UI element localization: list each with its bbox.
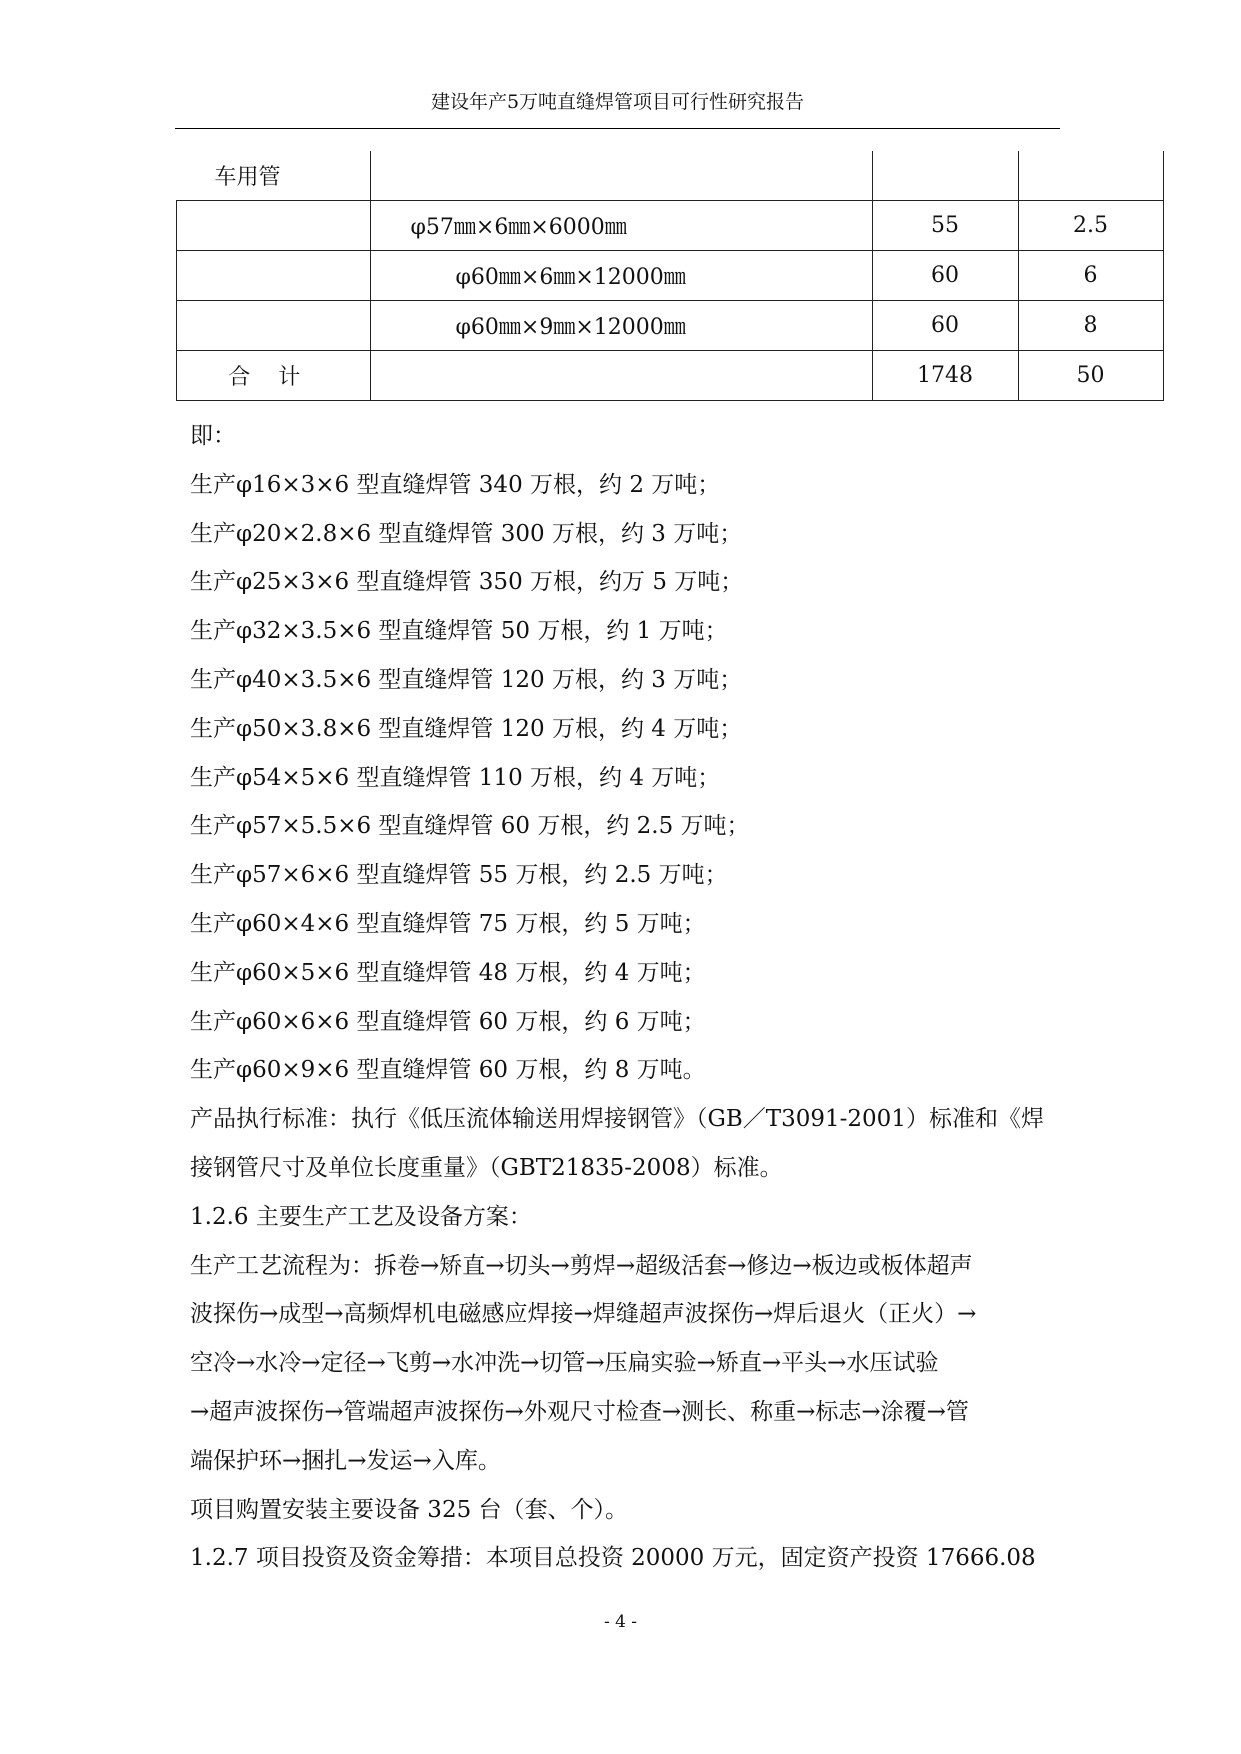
table-row [177, 251, 1164, 301]
text-line: 端保护环→捆扎→发运→入库。 [190, 1447, 501, 1474]
text-line: 生产φ16×3×6 型直缝焊管 340 万根，约 2 万吨； [190, 471, 721, 498]
table-cell [370, 351, 872, 401]
text-line: 项目购置安装主要设备 325 台（套、个）。 [190, 1496, 629, 1523]
table-cell: 50 [1018, 351, 1163, 401]
text-line: 生产φ60×4×6 型直缝焊管 75 万根，约 5 万吨； [190, 910, 706, 937]
table-cell: φ60㎜×6㎜×12000㎜ [370, 251, 872, 301]
section-heading: 1.2.6 主要生产工艺及设备方案： [190, 1203, 532, 1230]
table-cell [872, 151, 1018, 201]
text-line: 生产φ54×5×6 型直缝焊管 110 万根，约 4 万吨； [190, 764, 721, 791]
text-line: 生产φ40×3.5×6 型直缝焊管 120 万根，约 3 万吨； [190, 666, 743, 693]
table-cell [370, 151, 872, 201]
table-cell: φ57㎜×6㎜×6000㎜ [370, 201, 872, 251]
text-line: →超声波探伤→管端超声波探伤→外观尺寸检查→测长、称重→标志→涂覆→管 [190, 1398, 969, 1425]
text-line: 生产工艺流程为：拆卷→矫直→切头→剪焊→超级活套→修边→板边或板体超声 [190, 1252, 973, 1279]
text-line: 接钢管尺寸及单位长度重量》（GBT21835-2008）标准。 [190, 1154, 783, 1181]
text-line: 产品执行标准：执行《低压流体输送用焊接钢管》（GB／T3091-2001）标准和《焊 [190, 1106, 1044, 1133]
table-cell: φ60㎜×9㎜×12000㎜ [370, 301, 872, 351]
table-cell: 60 [872, 301, 1018, 351]
table-row [177, 151, 1164, 201]
text-line: 生产φ60×5×6 型直缝焊管 48 万根，约 4 万吨； [190, 959, 706, 986]
text-line: 生产φ50×3.8×6 型直缝焊管 120 万根，约 4 万吨； [190, 715, 743, 742]
table-cell: 8 [1018, 301, 1163, 351]
table-cell [177, 201, 371, 251]
table-cell [177, 301, 371, 351]
text-line: 生产φ57×5.5×6 型直缝焊管 60 万根，约 2.5 万吨； [190, 813, 750, 840]
table-cell: 2.5 [1018, 201, 1163, 251]
text-line: 生产φ20×2.8×6 型直缝焊管 300 万根，约 3 万吨； [190, 520, 743, 547]
page-header [175, 88, 1060, 129]
text-line: 生产φ57×6×6 型直缝焊管 55 万根，约 2.5 万吨； [190, 862, 728, 889]
table-cell: 6 [1018, 251, 1163, 301]
table-row [177, 351, 1164, 401]
table-row [177, 301, 1164, 351]
text-line: 生产φ25×3×6 型直缝焊管 350 万根，约万 5 万吨； [190, 569, 744, 596]
table-cell: 合计 [177, 351, 371, 401]
page-number: - 4 - [603, 1612, 638, 1632]
table-cell: 1748 [872, 351, 1018, 401]
table-cell: 60 [872, 251, 1018, 301]
text-line: 波探伤→成型→高频焊机电磁感应焊接→焊缝超声波探伤→焊后退火（正火）→ [190, 1301, 977, 1328]
section-heading: 1.2.7 项目投资及资金筹措：本项目总投资 20000 万元，固定资产投资 17666.08 [190, 1545, 1036, 1572]
table-cell [1018, 151, 1163, 201]
table-cell: 车用管 [177, 151, 371, 201]
text-line: 生产φ32×3.5×6 型直缝焊管 50 万根，约 1 万吨； [190, 618, 728, 645]
text-line: 生产φ60×9×6 型直缝焊管 60 万根，约 8 万吨。 [190, 1057, 706, 1084]
body-text [190, 412, 1070, 1583]
header-title: 建设年产5万吨直缝焊管项目可行性研究报告 [430, 91, 805, 113]
text-line: 空冷→水冷→定径→飞剪→水冲洗→切管→压扁实验→矫直→平头→水压试验 [190, 1350, 939, 1377]
spec-table [176, 151, 1164, 401]
table-cell: 55 [872, 201, 1018, 251]
table-row [177, 201, 1164, 251]
table-cell [177, 251, 371, 301]
text-line: 生产φ60×6×6 型直缝焊管 60 万根，约 6 万吨； [190, 1008, 706, 1035]
text-line: 即： [190, 423, 236, 449]
